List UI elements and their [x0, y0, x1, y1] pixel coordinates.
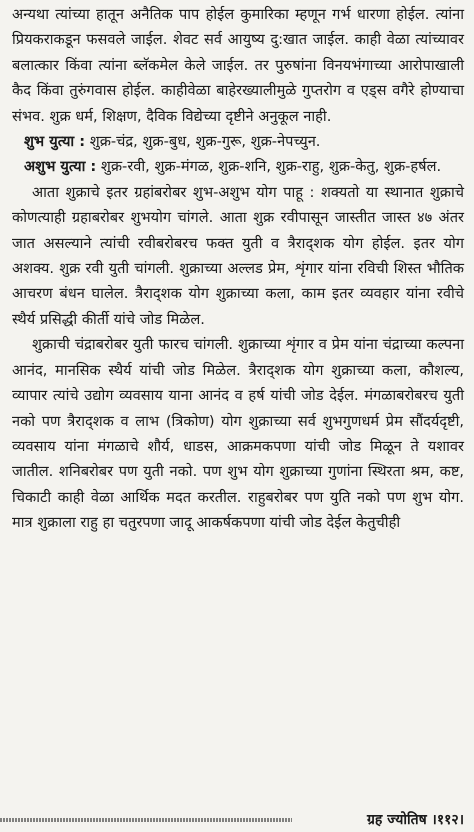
footer-rule: [0, 818, 292, 822]
shubh-yuti-value: शुक्र-चंद्र, शुक्र-बुध, शुक्र-गुरू, शुक्र-नेपच्युन.: [89, 133, 321, 151]
ashubh-yuti-value: शुक्र-रवी, शुक्र-मंगळ, शुक्र-शनि, शुक्र-राहु, शुक्र-केतु, शुक्र-हर्षल.: [100, 158, 442, 176]
page-footer: [0, 810, 474, 832]
page-number: ।११२।: [431, 812, 464, 828]
ashubh-yuti-label: अशुभ युत्या :: [24, 158, 97, 176]
shubh-yuti-label: शुभ युत्या :: [24, 133, 86, 151]
paragraph-1: अन्यथा त्यांच्या हातून अनैतिक पाप होईल कुमारिका म्हणून गर्भ धारणा होईल. त्यांना प्रियकराकडून फसवले जाईल. शेवट सर्व आयुष्य दु:खात जाईल. काही वेळा त्यांच्यावर बलात्कार किंवा त्यांना ब्लॅकमेल केले जाईल. तर पुरुषांना विनयभंगाच्या आरोपाखाली कैद किंवा तुरुंगवास होईल. काहीवेळा बाहेरख्यालीमुळे गुप्तरोग व एड्स वगैरे होण्याचा संभव. शुक्र धर्म, शिक्षण, दैविक विद्येच्या दृष्टीने अनुकूल नाही.: [12, 6, 464, 125]
page-body: [12, 2, 464, 536]
ashubh-yuti-line: [12, 154, 464, 179]
footer-text: [367, 810, 464, 829]
paragraph-2: आता शुक्राचे इतर ग्रहांबरोबर शुभ-अशुभ योग पाहू : शक्यतो या स्थानात शुक्राचे कोणत्याही ग्रहाबरोबर शुभयोग चांगले. आता शुक्र रवीपासून जास्तीत जास्त ४७ अंतर जात असल्याने त्यांची रवीबरोबरच फक्त युती व त्रैराद्शक योग होईल. इतर योग अशक्य. शुक्र रवी युती चांगली. शुक्राच्या अल्लड प्रेम, शृंगार यांना रविची शिस्त भौतिक आचरण बंधन घालेल. त्रैराद्शक योग शुक्राच्या कला, काम इतर व्यवहार यांना रवीचे स्थैर्य प्रसिद्धी कीर्ती यांचे जोड मिळेल.: [12, 183, 464, 328]
paragraph-3: शुक्राची चंद्राबरोबर युती फारच चांगली. शुक्राच्या शृंगार व प्रेम यांना चंद्राच्या कल्पना आनंद, मानसिक स्थैर्य यांची जोड मिळेल. त्रैराद्शक योग शुक्राच्या कला, कौशल्य, व्यापार त्यांचे उद्योग व्यवसाय याना आनंद व हर्ष यांची जोड देईल. मंगळाबरोबरच युती नको पण त्रैराद्शक व लाभ (त्रिकोण) योग शुक्राच्या सर्व शुभगुणधर्म प्रेम सौंदर्यदृष्टी, व्यवसाय यांना मंगळाचे शौर्य, धाडस, आक्रमकपणा यांची जोड मिळून ते यशावर जातील. शनिबरोबर पण युती नको. पण शुभ योग शुक्राच्या गुणांना स्थिरता श्रम, कष्ट, चिकाटी काही वेळा आर्थिक मदत करतील. राहुबरोबर पण युति नको पण शुभ योग. मात्र शुक्राला राहु हा चतुरपणा जादू आकर्षकपणा यांची जोड देईल केतुचीही: [12, 336, 464, 532]
shubh-yuti-line: [12, 129, 464, 154]
running-title: ग्रह ज्योतिष: [367, 812, 427, 828]
